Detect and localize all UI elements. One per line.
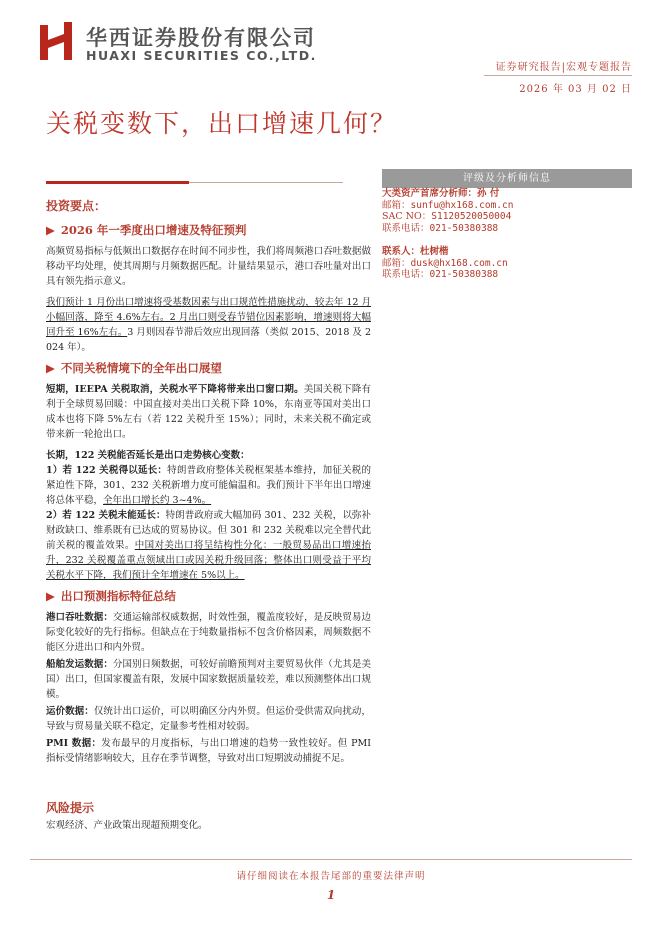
analyst1-phone-label: 联系电话： bbox=[382, 222, 430, 234]
section2-p3-lead: 1）若 122 关税得以延长： bbox=[46, 465, 168, 476]
analyst2-role-line bbox=[382, 246, 632, 258]
section3-p2-lead: 船舶发运数据： bbox=[46, 659, 113, 670]
section2-p1-rest: 美国关税下降有利于全球贸易回暖：中国直接对美出口关税下降 10%，东南亚等国对美出口成本也将下降 5%左右（若 122 关税升至 15%）；同时，未来关税不确定或带来新一轮抢出口。 bbox=[46, 384, 371, 440]
section2-p4-forecast: 中国对美出口将呈结构性分化：一般贸易品出口增速抬升，232 关税覆盖重点领域出口或因关税升级回落；整体出口则受益于平均关税水平下降，我们预计全年增速在 5%以上。 bbox=[46, 540, 371, 581]
section3-p4-rest: 发布最早的月度指标，与出口增速的趋势一致性较好。但 PMI 指标受情绪影响较大，且存在季节调整，导致对出口短期波动捕捉不足。 bbox=[46, 738, 371, 764]
analyst2-phone-label: 联系电话： bbox=[382, 269, 430, 280]
section1-paragraph-2-rest: 3 月则因春节滞后效应出现回落（类似 2015、2018 及 2024 年）。 bbox=[46, 327, 371, 353]
section2-p4-lead: 2）若 122 关税未能延长： bbox=[46, 510, 166, 521]
report-body bbox=[46, 199, 371, 772]
analyst2-email-line bbox=[382, 258, 632, 270]
section2-p1-lead: 短期，IEEPA 关税取消，关税水平下降将带来出口窗口期。 bbox=[46, 384, 304, 395]
company-name-cn: 华西证券股份有限公司 bbox=[86, 26, 316, 50]
analyst2-email[interactable]: dusk@hx168.com.cn bbox=[410, 257, 508, 269]
section2-heading-text: 不同关税情境下的全年出口展望 bbox=[60, 361, 222, 375]
section3-paragraph-2 bbox=[46, 657, 371, 702]
report-date: 2026 年 03 月 02 日 bbox=[519, 84, 632, 95]
section3-heading bbox=[46, 589, 371, 604]
report-type: 证券研究报告|宏观专题报告 bbox=[495, 62, 632, 73]
section3-p3-rest: 仅统计出口运价，可以明确区分内外贸。但运价受供需双向扰动，导致与贸易量关联不稳定，定量参考性相对较弱。 bbox=[46, 706, 371, 732]
analyst-info-heading: 评级及分析师信息 bbox=[382, 169, 632, 188]
analyst1-phone: 021-50380388 bbox=[429, 222, 499, 234]
analyst2-name: 杜树楷 bbox=[420, 246, 449, 257]
section3-paragraph-3 bbox=[46, 704, 371, 734]
company-name-en: HUAXI SECURITIES CO.,LTD. bbox=[86, 48, 317, 63]
legal-notice: 请仔细阅读在本报告尾部的重要法律声明 bbox=[236, 871, 426, 882]
analyst1-name: 孙 付 bbox=[477, 188, 500, 199]
section1-heading-text: 2026 年一季度出口增速及特征预判 bbox=[60, 223, 247, 237]
analyst1-email-line bbox=[382, 200, 632, 212]
analyst2-email-label: 邮箱： bbox=[382, 257, 411, 269]
section3-p1-rest: 交通运输部权威数据，时效性强，覆盖度较好，是反映贸易边际变化较好的先行指标。但缺点在于纯数量指标不包含价格因素，周频数据不能区分进出口和内外贸。 bbox=[46, 612, 371, 653]
risk-heading: 风险提示 bbox=[46, 801, 95, 815]
section1-key-forecast: 我们预计 1 月份出口增速将受基数因素与出口规范性措施扰动，较去年 12 月小幅回落，降至 4.6%左右。2 月出口则受春节错位因素影响，增速则将大幅回升至 16%左右。 bbox=[46, 297, 371, 338]
page-number: 1 bbox=[326, 888, 336, 902]
analyst1-role-line bbox=[382, 188, 632, 200]
analyst2-role: 联系人： bbox=[382, 246, 421, 257]
section3-paragraph-1 bbox=[46, 610, 371, 655]
header-divider bbox=[484, 75, 632, 76]
section3-p3-lead: 运价数据： bbox=[46, 706, 94, 717]
analyst1-phone-line bbox=[382, 223, 632, 235]
section2-paragraph-1 bbox=[46, 382, 371, 442]
title-divider bbox=[189, 182, 343, 183]
section3-heading-text: 出口预测指标特征总结 bbox=[60, 589, 176, 603]
section2-paragraph-4 bbox=[46, 508, 371, 583]
section1-heading bbox=[46, 223, 371, 238]
analyst1-sac-label: SAC NO： bbox=[382, 211, 432, 222]
section2-paragraph-3 bbox=[46, 463, 371, 508]
report-title: 关税变数下，出口增速几何？ bbox=[46, 109, 398, 138]
section2-p4-rest: 特朗普政府或大幅加码 301、232 关税，以弥补财政缺口、维系既有已达成的贸易协议。但 301 和 232 关税难以完全替代此前关税的覆盖效果。 bbox=[46, 510, 371, 551]
investment-points-heading: 投资要点： bbox=[46, 199, 107, 213]
section2-p3-rest: 特朗普政府整体关税框架基本维持，加征关税的紧迫性下降，301、232 关税新增力度可能偏温和。我们预计下半年出口增速将总体平稳， bbox=[46, 465, 371, 506]
analyst2-phone: 021-50380388 bbox=[429, 269, 499, 280]
huaxi-logo-icon bbox=[40, 22, 74, 60]
analyst1-email-label: 邮箱： bbox=[382, 199, 411, 211]
analyst1-email[interactable]: sunfu@hx168.com.cn bbox=[410, 199, 514, 211]
section3-p1-lead: 港口吞吐数据： bbox=[46, 612, 113, 623]
section2-p2-lead: 长期，122 关税能否延长是出口走势核心变数： bbox=[46, 450, 250, 461]
section3-p4-lead: PMI 数据： bbox=[46, 738, 102, 749]
analyst2-phone-line bbox=[382, 269, 632, 281]
section1-paragraph-2 bbox=[46, 295, 371, 355]
title-accent-bar bbox=[46, 181, 189, 184]
section2-p3-forecast: 全年出口增长约 3~4%。 bbox=[103, 495, 212, 506]
arrow-right-icon: ▶ bbox=[46, 361, 55, 375]
arrow-right-icon: ▶ bbox=[46, 223, 55, 237]
risk-text: 宏观经济、产业政策出现超预期变化。 bbox=[46, 820, 208, 831]
section2-paragraph-2 bbox=[46, 448, 371, 463]
section3-p2-rest: 分国别日频数据，可较好前瞻预判对主要贸易伙伴（尤其是美国）出口，但国家覆盖有限，发展中国家数据质量较差，难以预测整体出口规模。 bbox=[46, 659, 371, 700]
footer-divider bbox=[30, 859, 632, 860]
analyst1-sac: S1120520050004 bbox=[431, 211, 512, 222]
analyst1-role: 大类资产首席分析师： bbox=[382, 188, 478, 199]
section3-paragraph-4 bbox=[46, 736, 371, 766]
arrow-right-icon: ▶ bbox=[46, 589, 55, 603]
section1-paragraph-1: 高频贸易指标与低频出口数据存在时间不同步性，我们将周频港口吞吐数据做移动平均处理，使其周期与月频数据匹配。计量结果显示，港口吞吐量对出口具有领先指示意义。 bbox=[46, 246, 371, 287]
section2-heading bbox=[46, 361, 371, 376]
analyst1-sac-line bbox=[382, 211, 632, 223]
analyst-info-panel bbox=[382, 188, 632, 281]
